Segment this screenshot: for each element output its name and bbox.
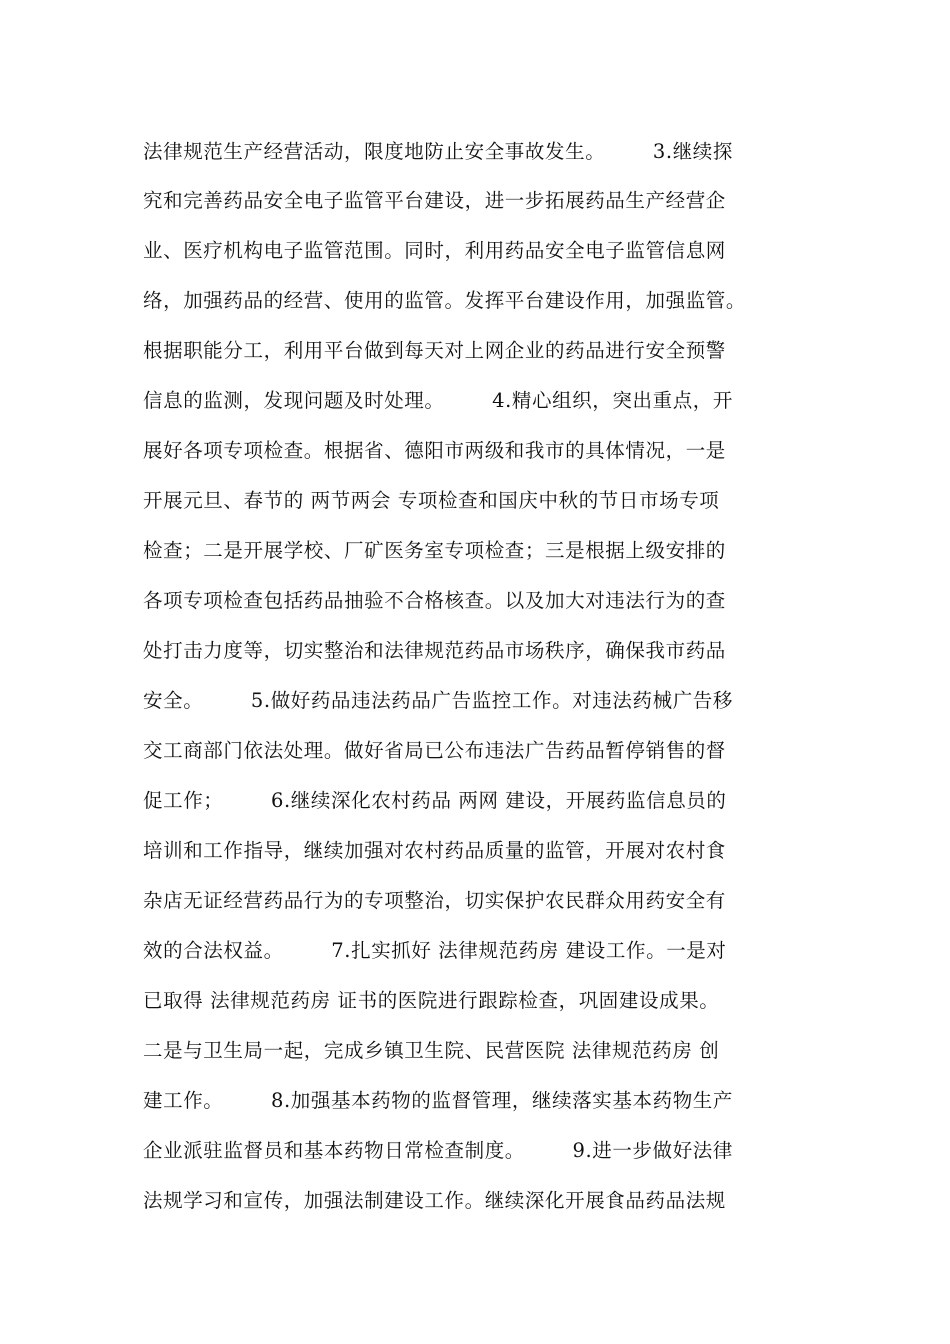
- text-line: 络，加强药品的经营、使用的监管。发挥平台建设作用，加强监管。: [143, 289, 747, 312]
- text-line: 二是与卫生局一起，完成乡镇卫生院、民营医院 法律规范药房 创: [143, 1039, 720, 1062]
- text-line: 安全。 5.做好药品违法药品广告监控工作。对违法药械广告移: [143, 689, 733, 712]
- text-line: 法律规范生产经营活动，限度地防止安全事故发生。 3.继续探: [143, 140, 733, 163]
- text-line: 各项专项检查包括药品抽验不合格核查。以及加大对违法行为的查: [143, 589, 726, 612]
- text-line: 处打击力度等，切实整治和法律规范药品市场秩序，确保我市药品: [143, 639, 726, 662]
- text-line: 效的合法权益。 7.扎实抓好 法律规范药房 建设工作。一是对: [143, 939, 727, 962]
- text-line: 企业派驻监督员和基本药物日常检查制度。 9.进一步做好法律: [143, 1139, 733, 1162]
- text-line: 信息的监测，发现问题及时处理。 4.精心组织，突出重点，开: [143, 389, 733, 412]
- text-line: 已取得 法律规范药房 证书的医院进行跟踪检查，巩固建设成果。: [143, 989, 720, 1012]
- text-line: 究和完善药品安全电子监管平台建设，进一步拓展药品生产经营企: [143, 189, 726, 212]
- text-line: 杂店无证经营药品行为的专项整治，切实保护农民群众用药安全有: [143, 889, 726, 912]
- text-line: 检查；二是开展学校、厂矿医务室专项检查；三是根据上级安排的: [143, 539, 726, 562]
- text-line: 根据职能分工，利用平台做到每天对上网企业的药品进行安全预警: [143, 339, 726, 362]
- text-line: 培训和工作指导，继续加强对农村药品质量的监管，开展对农村食: [143, 839, 726, 862]
- text-line: 建工作。 8.加强基本药物的监督管理，继续落实基本药物生产: [143, 1089, 733, 1112]
- text-line: 法规学习和宣传，加强法制建设工作。继续深化开展食品药品法规: [143, 1189, 726, 1212]
- text-line: 业、医疗机构电子监管范围。同时，利用药品安全电子监管信息网: [143, 239, 726, 262]
- text-line: 促工作； 6.继续深化农村药品 两网 建设，开展药监信息员的: [143, 789, 727, 812]
- text-line: 开展元旦、春节的 两节两会 专项检查和国庆中秋的节日市场专项: [143, 489, 720, 512]
- text-line: 展好各项专项检查。根据省、德阳市两级和我市的具体情况，一是: [143, 439, 726, 462]
- text-line: 交工商部门依法处理。做好省局已公布违法广告药品暂停销售的督: [143, 739, 726, 762]
